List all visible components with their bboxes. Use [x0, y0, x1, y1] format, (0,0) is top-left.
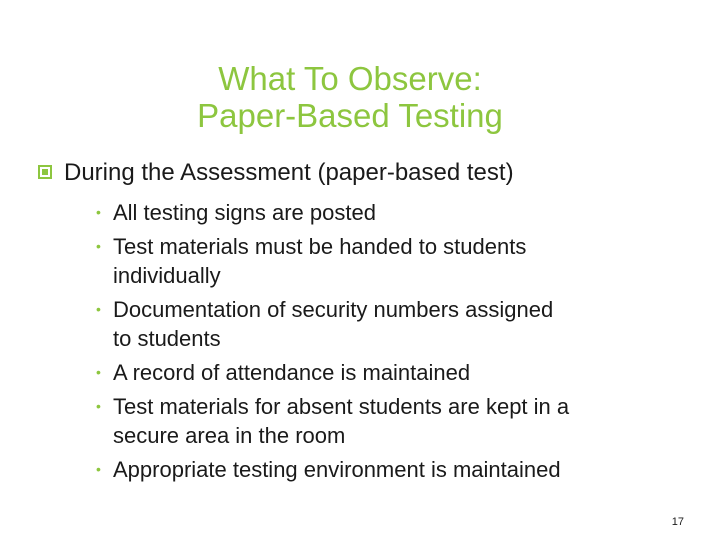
- dot-bullet-icon: •: [96, 301, 101, 317]
- sub-bullet-line: A record of attendance is maintained: [113, 360, 471, 385]
- sub-bullet-line: Test materials for absent students are kept in a: [113, 394, 570, 419]
- sub-bullet-line: Appropriate testing environment is maintained: [113, 457, 561, 482]
- sub-bullet-line: Documentation of security numbers assigned: [113, 297, 554, 322]
- sub-bullet-list: [96, 198, 683, 489]
- sub-bullet-line: to students: [113, 326, 221, 351]
- sub-bullet-line: All testing signs are posted: [113, 200, 376, 225]
- dot-bullet-icon: •: [96, 238, 101, 254]
- dot-bullet-icon: •: [96, 461, 101, 477]
- sub-bullet-item: [96, 198, 683, 227]
- main-bullet: [64, 157, 514, 189]
- sub-bullet-line: individually: [113, 263, 221, 288]
- dot-bullet-icon: •: [96, 398, 101, 414]
- slide-title: [0, 60, 700, 134]
- slide-title-line-1: What To Observe:: [218, 60, 482, 97]
- page-number: 17: [671, 516, 684, 528]
- sub-bullet-item: [96, 295, 683, 353]
- sub-bullet-item: [96, 358, 683, 387]
- sub-bullet-line: Test materials must be handed to students: [113, 234, 527, 259]
- sub-bullet-item: [96, 455, 683, 484]
- sub-bullet-item: [96, 392, 683, 450]
- sub-bullet-item: [96, 232, 683, 290]
- dot-bullet-icon: •: [96, 204, 101, 220]
- dot-bullet-icon: •: [96, 364, 101, 380]
- sub-bullet-line: secure area in the room: [113, 423, 346, 448]
- main-bullet-text: During the Assessment (paper-based test): [64, 159, 514, 186]
- slide-title-line-2: Paper-Based Testing: [197, 97, 503, 134]
- square-bullet-icon: [38, 165, 52, 179]
